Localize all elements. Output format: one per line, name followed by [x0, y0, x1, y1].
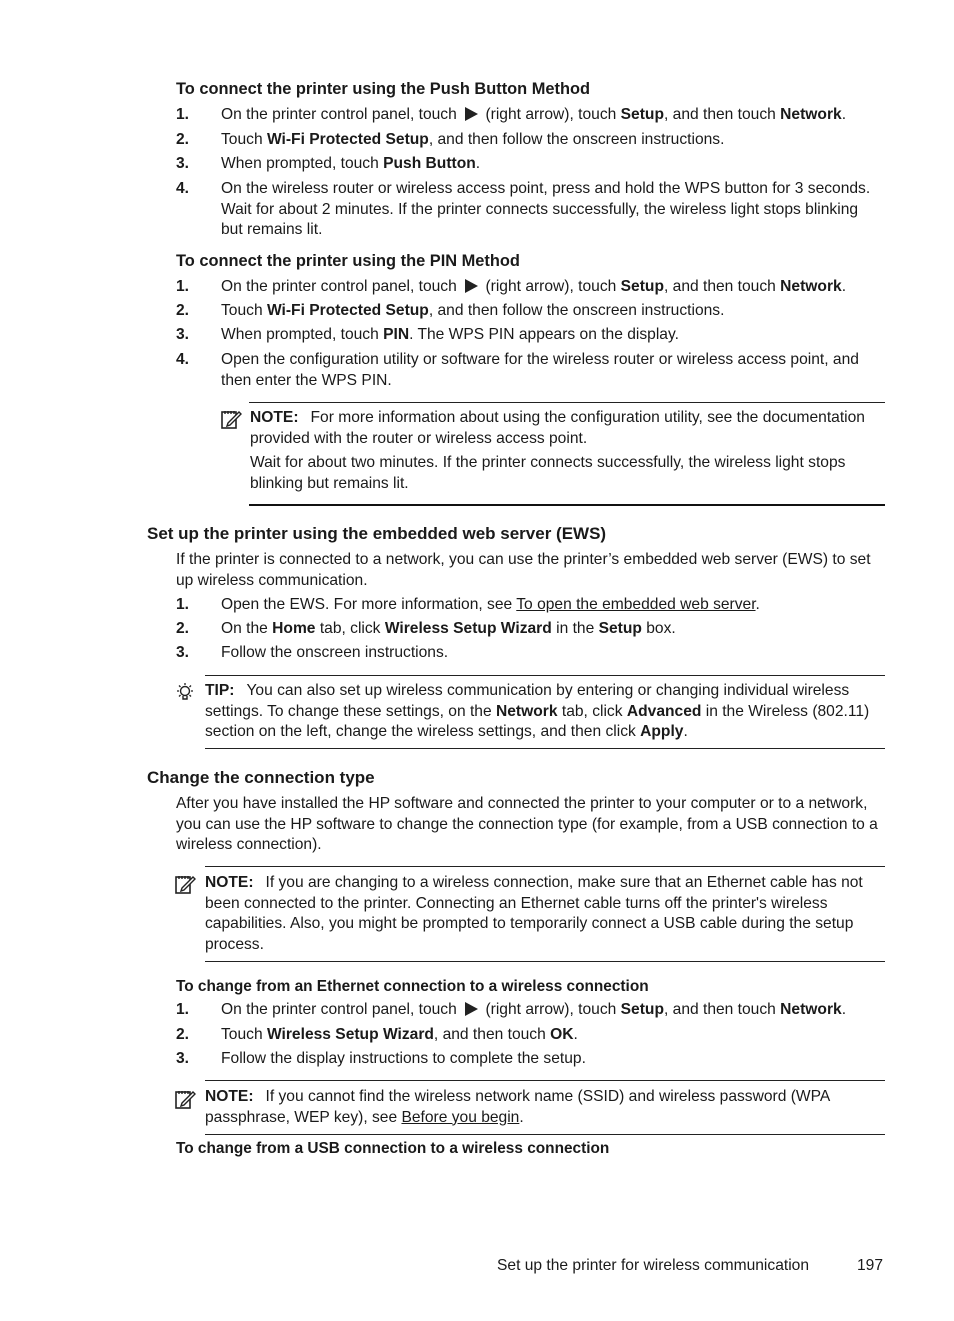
lightbulb-icon [174, 682, 196, 704]
step-number: 1. [176, 106, 190, 123]
pin-note: NOTE: For more information about using the configuration utility, see the documentation provided with the router or wireless access point. [250, 409, 865, 447]
ews-step-3: Follow the onscreen instructions. [221, 644, 449, 661]
note-icon [220, 408, 242, 430]
pin-heading: To connect the printer using the PIN Method [176, 252, 520, 270]
ethernet-note: NOTE: If you cannot find the wireless network name (SSID) and wireless password (WPA passphrase, WEP key), see Before you begin. [205, 1088, 830, 1126]
ews-step-1: Open the EWS. For more information, see To open the embedded web server. [221, 596, 760, 613]
step-number: 2. [176, 131, 190, 148]
note-bottom-rule [249, 504, 885, 506]
push-step-3: When prompted, touch Push Button. [221, 155, 481, 172]
note-bottom-rule [205, 961, 885, 962]
eth-step-2: Touch Wireless Setup Wizard, and then touch OK. [221, 1026, 578, 1043]
ews-step-2: On the Home tab, click Wireless Setup Wizard in the Setup box. [221, 620, 676, 637]
eth-step-3: Follow the display instructions to complete the setup. [221, 1050, 586, 1067]
eth-step-1: On the printer control panel, touch (right arrow), touch Setup, and then touch Network. [221, 1001, 847, 1018]
footer-title: Set up the printer for wireless communication [497, 1257, 810, 1274]
ews-heading: Set up the printer using the embedded web server (EWS) [147, 524, 607, 543]
step-number: 2. [176, 620, 190, 637]
right-arrow-icon [465, 279, 478, 293]
connection-intro: After you have installed the HP software and connected the printer to your computer or to a network, you can use the HP software to change the connection type (for example, from a USB connection to a wireless connection). [176, 795, 878, 853]
push-step-2: Touch Wi-Fi Protected Setup, and then follow the onscreen instructions. [221, 131, 725, 148]
push-step-4: On the wireless router or wireless access point, press and hold the WPS button for 3 seconds. Wait for about 2 minutes. If the printer connects successfully, the wireless light stops blinking but remains lit. [221, 180, 871, 238]
push-step-1: On the printer control panel, touch (right arrow), touch Setup, and then touch Network. [221, 106, 847, 123]
open-ews-link[interactable]: To open the embedded web server [516, 596, 756, 613]
note-top-rule [205, 1080, 885, 1081]
step-number: 1. [176, 1001, 190, 1018]
step-number: 3. [176, 1050, 190, 1067]
note-icon [174, 1088, 196, 1110]
pin-step-3: When prompted, touch PIN. The WPS PIN appears on the display. [221, 326, 679, 343]
step-number: 1. [176, 278, 190, 295]
connection-heading: Change the connection type [147, 768, 375, 787]
tip-top-rule [205, 675, 885, 676]
before-you-begin-link[interactable]: Before you begin [401, 1108, 520, 1126]
usb-heading: To change from a USB connection to a wireless connection [176, 1140, 610, 1157]
step-number: 2. [176, 1026, 190, 1043]
pin-step-4: Open the configuration utility or software for the wireless router or wireless access point, and then enter the WPS PIN. [221, 351, 859, 389]
pin-note-wait: Wait for about two minutes. If the printer connects successfully, the wireless light stops blinking but remains lit. [250, 454, 846, 492]
pin-step-1: On the printer control panel, touch (right arrow), touch Setup, and then touch Network. [221, 278, 847, 295]
note-top-rule [205, 866, 885, 867]
ethernet-heading: To change from an Ethernet connection to a wireless connection [176, 978, 649, 995]
step-number: 4. [176, 351, 190, 368]
step-number: 1. [176, 596, 190, 613]
step-number: 3. [176, 644, 190, 661]
note-bottom-rule [205, 1134, 885, 1135]
page-number: 197 [857, 1257, 884, 1274]
tip-bottom-rule [205, 748, 885, 749]
step-number: 3. [176, 326, 190, 343]
note-icon [174, 873, 196, 895]
step-number: 2. [176, 302, 190, 319]
pin-step-2: Touch Wi-Fi Protected Setup, and then follow the onscreen instructions. [221, 302, 725, 319]
step-number: 4. [176, 180, 190, 197]
connection-note: NOTE: If you are changing to a wireless connection, make sure that an Ethernet cable has not been connected to the printer. Connecting an Ethernet cable turns off the printer's wireless capabilities. Also, you might be prompted to temporarily connect a USB cable during the setup process. [205, 874, 863, 953]
step-number: 3. [176, 155, 190, 172]
push-button-heading: To connect the printer using the Push Button Method [176, 80, 590, 98]
ews-tip: TIP: You can also set up wireless communication by entering or changing individual wireless settings. To change these settings, on the Network tab, click Advanced in the Wireless (802.11) section on the left, change the wireless settings, and then click Apply. [205, 682, 870, 740]
right-arrow-icon [465, 107, 478, 121]
ews-intro: If the printer is connected to a network, you can use the printer’s embedded web server (EWS) to set up wireless communication. [176, 551, 871, 589]
right-arrow-icon [465, 1002, 478, 1016]
note-top-rule [249, 402, 885, 403]
